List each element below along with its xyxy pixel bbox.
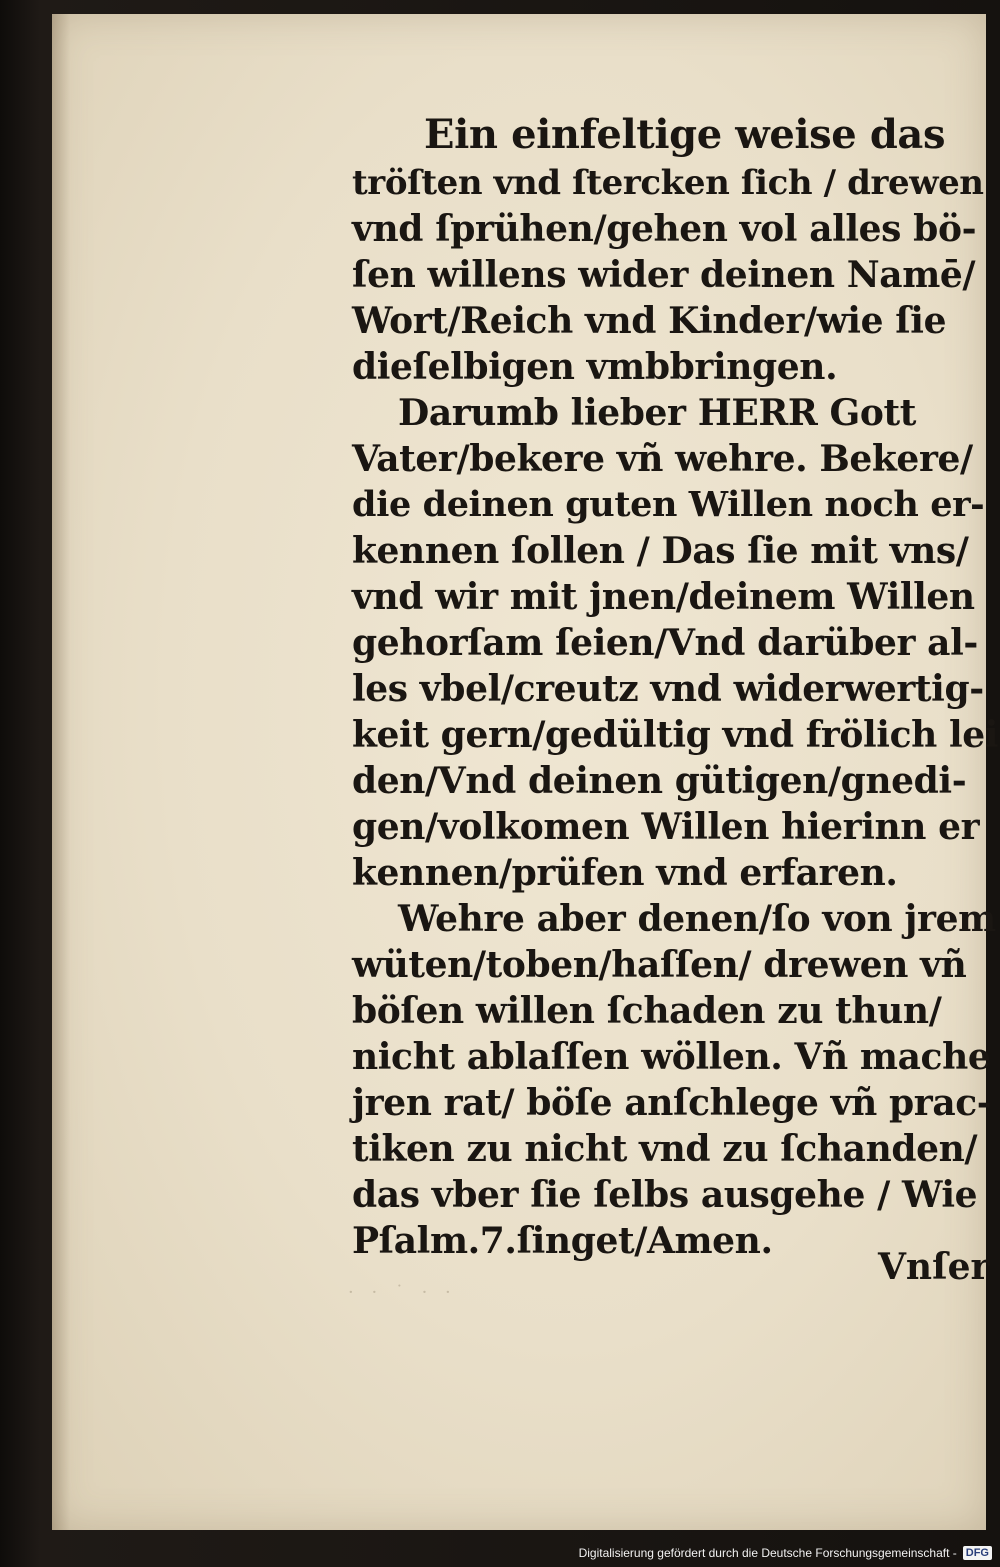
bleed-through-marks: · · ˙ · ·: [348, 1282, 457, 1303]
text-line: dieſelbigen vmbbringen.: [352, 346, 838, 388]
text-line: tröſten vnd ſtercken ſich / drewen: [352, 163, 984, 203]
text-line: Vater/bekere vñ wehre. Bekere/: [352, 438, 973, 480]
text-line: das vber ſie ſelbs ausgehe / Wie: [352, 1174, 978, 1216]
text-line: die deinen guten Willen noch er-: [352, 484, 985, 525]
dfg-logo-icon: DFG: [963, 1546, 992, 1560]
paragraph-start-line: Wehre aber denen/ſo von jrem: [398, 898, 996, 940]
heading-line: Ein einfeltige weise das: [424, 111, 946, 158]
credit-text: Digitalisierung gefördert durch die Deutsche Forschungsgemeinschaft -: [578, 1546, 957, 1560]
text-line: les vbel/creutz vnd widerwertig-: [352, 668, 984, 710]
text-line: gen/volkomen Willen hierinn er: [352, 806, 980, 848]
digitization-credit: [579, 1543, 992, 1563]
text-line: ſen willens wider deinen Namē/: [352, 254, 976, 296]
body-text: [352, 110, 1000, 1264]
text-line: vnd ſprühen/gehen vol alles bö-: [352, 208, 977, 250]
text-line: nicht ablaſſen wöllen. Vñ mache: [352, 1036, 991, 1078]
text-line: den/Vnd deinen gütigen/gnedi-: [352, 760, 967, 802]
text-line: böſen willen ſchaden zu thun/: [352, 990, 942, 1032]
text-line: kennen/prüfen vnd erfaren.: [352, 852, 898, 894]
text-line: Wort/Reich vnd Kinder/wie ſie: [352, 300, 947, 342]
text-line: keit gern/gedültig vnd frölich lei: [352, 714, 999, 756]
text-line: wüten/toben/haſſen/ drewen vñ: [352, 944, 967, 986]
book-page: [52, 14, 999, 1530]
text-line: gehorſam ſeien/Vnd darüber al-: [352, 622, 978, 664]
text-line: jren rat/ böſe anſchlege vñ prac-: [352, 1082, 992, 1124]
catchword: Vnſer: [878, 1246, 990, 1288]
text-line: Pſalm.7.ſinget/Amen.: [352, 1220, 773, 1262]
paragraph-start-line: Darumb lieber HERR Gott: [398, 392, 916, 434]
text-line: kennen ſollen / Das ſie mit vns/: [352, 530, 969, 572]
text-line: tiken zu nicht vnd zu ſchanden/: [352, 1128, 978, 1170]
text-line: vnd wir mit jnen/deinem Willen: [352, 576, 975, 618]
